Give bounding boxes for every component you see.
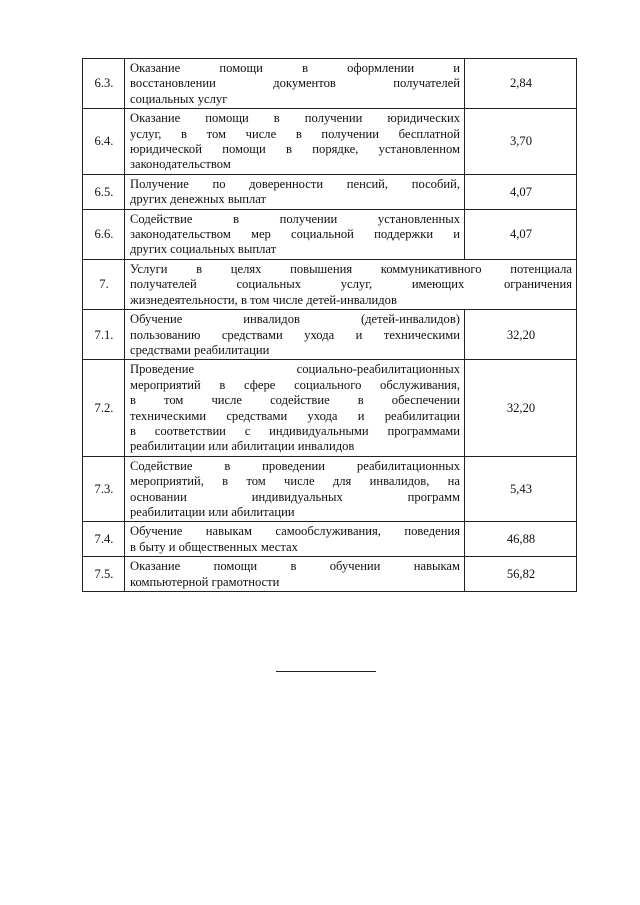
- tariff-value: 56,82: [465, 557, 577, 592]
- text-line: Обучение инвалидов (детей-инвалидов): [130, 312, 460, 327]
- end-separator-line: [276, 671, 376, 672]
- text-line: услуг, в том числе в получении бесплатной: [130, 126, 460, 141]
- service-name: [125, 456, 465, 522]
- tariff-value: 32,20: [465, 310, 577, 360]
- table-body: [83, 59, 577, 592]
- service-name: [125, 109, 465, 175]
- text-line: других социальных выплат: [130, 242, 277, 257]
- text-line: реабилитации или абилитации инвалидов: [130, 439, 355, 454]
- row-number: 7.3.: [83, 456, 125, 522]
- table-row: [83, 456, 577, 522]
- text-line: в быту и общественных местах: [130, 539, 298, 554]
- text-line: техническими средствами ухода и реабилитации: [130, 408, 460, 423]
- text-line: Обучение навыкам самообслуживания, поведения: [130, 524, 460, 539]
- row-number: 6.5.: [83, 174, 125, 209]
- text-line: законодательством мер социальной поддержки и: [130, 227, 460, 242]
- text-line: Оказание помощи в получении юридических: [130, 111, 460, 126]
- service-name: [125, 360, 465, 456]
- tariff-value: 4,07: [465, 209, 577, 259]
- text-line: законодательством: [130, 157, 231, 172]
- table-row: [83, 174, 577, 209]
- text-line: основании индивидуальных программ: [130, 489, 460, 504]
- text-line: юридической помощи в порядке, установленном: [130, 142, 460, 157]
- section-title: [125, 259, 577, 309]
- service-name: [125, 310, 465, 360]
- text-line: в том числе содействие в обеспечении: [130, 393, 460, 408]
- service-name: [125, 557, 465, 592]
- tariff-value: 4,07: [465, 174, 577, 209]
- service-name: [125, 59, 465, 109]
- row-number: 6.3.: [83, 59, 125, 109]
- text-line: социальных услуг: [130, 91, 228, 106]
- text-line: Оказание помощи в обучении навыкам: [130, 559, 460, 574]
- text-line: пользованию средствами ухода и техническими: [130, 327, 460, 342]
- text-line: Содействие в получении установленных: [130, 211, 460, 226]
- row-number: 7.: [83, 259, 125, 309]
- row-number: 7.5.: [83, 557, 125, 592]
- text-line: в соответствии с индивидуальными программами: [130, 423, 460, 438]
- tariff-value: 2,84: [465, 59, 577, 109]
- text-line: восстановлении документов получателей: [130, 76, 460, 91]
- table-row: [83, 109, 577, 175]
- text-line: Получение по доверенности пенсий, пособий,: [130, 176, 460, 191]
- text-line: Услуги в целях повышения коммуникативного потенциала: [130, 261, 572, 276]
- text-line: мероприятий, в том числе для инвалидов, на: [130, 474, 460, 489]
- tariff-value: 32,20: [465, 360, 577, 456]
- text-line: реабилитации или абилитации: [130, 504, 295, 519]
- text-line: других денежных выплат: [130, 192, 267, 207]
- table-row: [83, 557, 577, 592]
- section-row: [83, 259, 577, 309]
- text-line: мероприятий в сфере социального обслуживания,: [130, 377, 460, 392]
- table-row: [83, 59, 577, 109]
- tariff-value: 46,88: [465, 522, 577, 557]
- text-line: компьютерной грамотности: [130, 574, 280, 589]
- service-name: [125, 209, 465, 259]
- row-number: 6.4.: [83, 109, 125, 175]
- text-line: средствами реабилитации: [130, 342, 270, 357]
- text-line: Проведение социально-реабилитационных: [130, 362, 460, 377]
- tariff-value: 3,70: [465, 109, 577, 175]
- services-tariff-table: [82, 58, 577, 592]
- row-number: 7.2.: [83, 360, 125, 456]
- row-number: 7.4.: [83, 522, 125, 557]
- table-row: [83, 310, 577, 360]
- row-number: 7.1.: [83, 310, 125, 360]
- service-name: [125, 174, 465, 209]
- text-line: получателей социальных услуг, имеющих ограничения: [130, 277, 572, 292]
- table-row: [83, 209, 577, 259]
- tariff-value: 5,43: [465, 456, 577, 522]
- table-row: [83, 522, 577, 557]
- row-number: 6.6.: [83, 209, 125, 259]
- text-line: Содействие в проведении реабилитационных: [130, 458, 460, 473]
- service-name: [125, 522, 465, 557]
- text-line: жизнедеятельности, в том числе детей-инвалидов: [130, 292, 397, 307]
- text-line: Оказание помощи в оформлении и: [130, 61, 460, 75]
- table-row: [83, 360, 577, 456]
